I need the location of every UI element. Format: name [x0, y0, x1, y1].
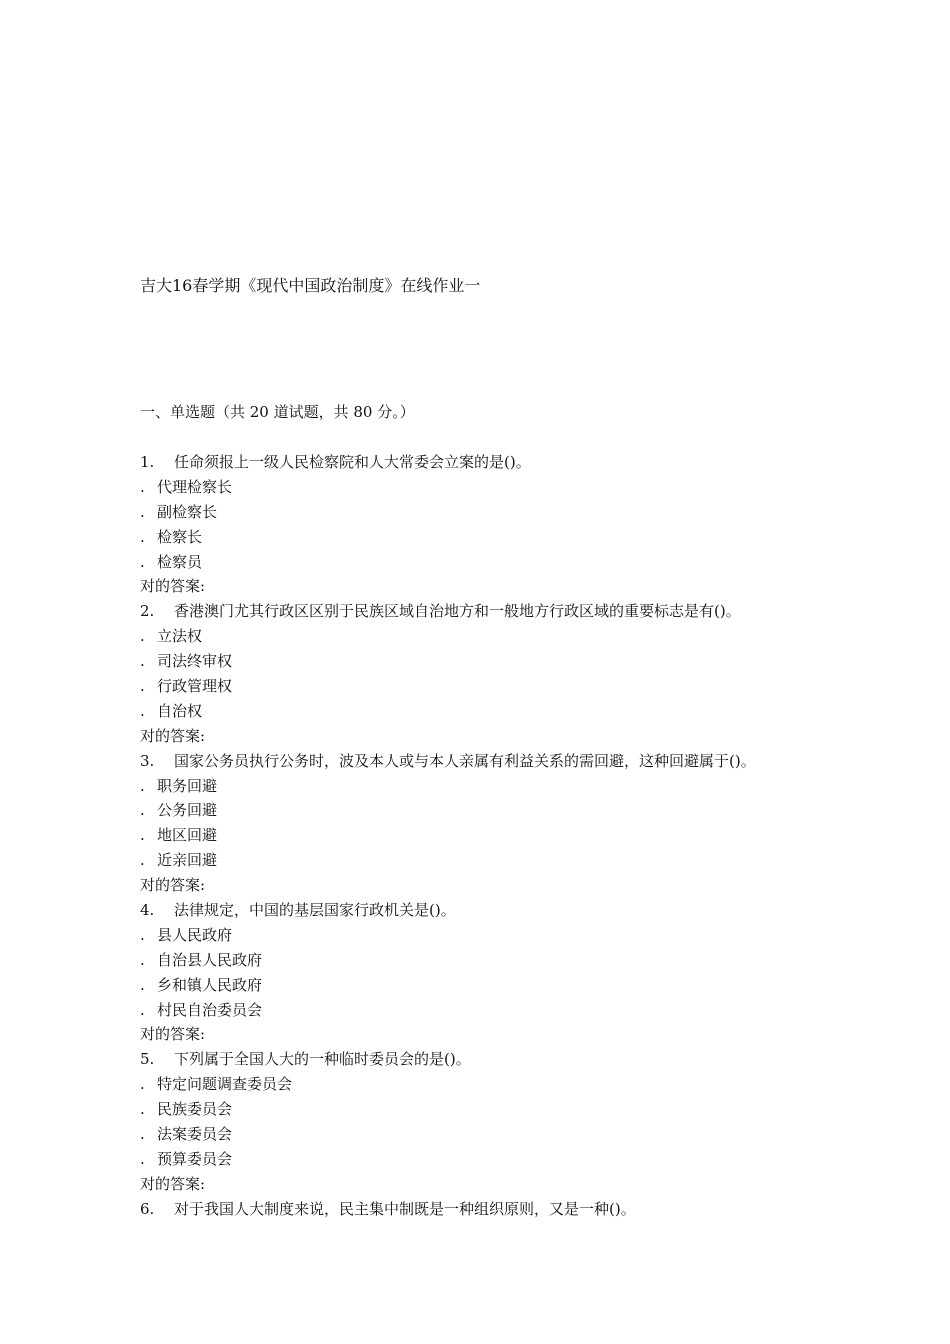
- option-text: 法案委员会: [157, 1125, 233, 1144]
- question-text: 对于我国人大制度来说，民主集中制既是一种组织原则，又是一种()。: [174, 1199, 636, 1218]
- option-bullet: .: [140, 925, 145, 944]
- answer-option: [140, 550, 920, 575]
- option-bullet: .: [140, 801, 145, 820]
- option-bullet: .: [140, 477, 145, 496]
- option-bullet: .: [140, 975, 145, 994]
- option-text: 特定问题调查委员会: [157, 1075, 293, 1094]
- correct-answer-label: 对的答案:: [140, 1025, 206, 1044]
- document-title: 吉大16春学期《现代中国政治制度》在线作业一: [140, 276, 481, 295]
- option-bullet: .: [140, 826, 145, 845]
- option-text: 预算委员会: [157, 1149, 233, 1168]
- option-bullet: .: [140, 552, 145, 571]
- answer-option: [140, 1147, 920, 1172]
- question-text: 法律规定，中国的基层国家行政机关是()。: [174, 901, 456, 920]
- option-text: 民族委员会: [157, 1100, 233, 1119]
- question-text: 香港澳门尤其行政区区别于民族区域自治地方和一般地方行政区域的重要标志是有()。: [174, 602, 741, 621]
- option-bullet: .: [140, 1125, 145, 1144]
- question-number: 1.: [140, 453, 155, 471]
- option-text: 近亲回避: [157, 851, 218, 870]
- section-heading: 一、单选题（共 20 道试题，共 80 分。）: [140, 403, 415, 421]
- option-text: 副检察长: [157, 502, 218, 521]
- correct-answer-label: 对的答案:: [140, 726, 206, 745]
- question-number: 3.: [140, 751, 155, 770]
- option-text: 乡和镇人民政府: [157, 975, 263, 994]
- question-stem: [140, 599, 920, 624]
- answer-option: [140, 649, 920, 674]
- answer-option: [140, 798, 920, 823]
- answer-option: [140, 525, 920, 550]
- question-text: 下列属于全国人大的一种临时委员会的是()。: [174, 1050, 471, 1069]
- question-number: 5.: [140, 1050, 155, 1069]
- option-text: 地区回避: [157, 826, 218, 845]
- answer-option: [140, 1122, 920, 1147]
- option-bullet: .: [140, 776, 145, 795]
- option-bullet: .: [140, 652, 145, 671]
- answer-option: [140, 973, 920, 998]
- option-bullet: .: [140, 677, 145, 696]
- option-text: 县人民政府: [157, 925, 233, 944]
- answer-option: [140, 674, 920, 699]
- question-number: 4.: [140, 901, 155, 920]
- correct-answer-label: 对的答案:: [140, 876, 206, 895]
- question-list: [140, 450, 920, 1222]
- option-text: 自治县人民政府: [157, 950, 263, 969]
- option-bullet: .: [140, 1149, 145, 1168]
- question-number: 2.: [140, 602, 155, 621]
- answer-option: [140, 475, 920, 500]
- answer-option: [140, 500, 920, 525]
- option-text: 立法权: [157, 627, 203, 646]
- question-stem: [140, 749, 920, 774]
- question-stem: [140, 1047, 920, 1072]
- option-text: 司法终审权: [157, 652, 233, 671]
- option-bullet: .: [140, 851, 145, 870]
- answer-option: [140, 848, 920, 873]
- option-bullet: .: [140, 1000, 145, 1019]
- option-text: 检察员: [157, 552, 203, 571]
- correct-answer-label: 对的答案:: [140, 577, 206, 596]
- option-bullet: .: [140, 1100, 145, 1119]
- answer-option: [140, 774, 920, 799]
- option-text: 职务回避: [157, 776, 218, 795]
- answer-option: [140, 1072, 920, 1097]
- option-bullet: .: [140, 701, 145, 720]
- question-text: 国家公务员执行公务时，波及本人或与本人亲属有利益关系的需回避，这种回避属于()。: [174, 751, 756, 770]
- question-stem: [140, 450, 920, 475]
- answer-option: [140, 699, 920, 724]
- option-text: 行政管理权: [157, 677, 233, 696]
- option-bullet: .: [140, 502, 145, 521]
- answer-option: [140, 823, 920, 848]
- question-number: 6.: [140, 1199, 155, 1218]
- question-stem: [140, 1197, 920, 1222]
- answer-option: [140, 923, 920, 948]
- option-text: 村民自治委员会: [157, 1000, 263, 1019]
- correct-answer-label: 对的答案:: [140, 1174, 206, 1193]
- answer-option: [140, 1097, 920, 1122]
- question-stem: [140, 898, 920, 923]
- option-text: 检察长: [157, 527, 203, 546]
- answer-option: [140, 948, 920, 973]
- option-bullet: .: [140, 527, 145, 546]
- option-text: 自治权: [157, 701, 203, 720]
- option-bullet: .: [140, 950, 145, 969]
- option-text: 代理检察长: [157, 477, 233, 496]
- option-bullet: .: [140, 1075, 145, 1094]
- answer-option: [140, 624, 920, 649]
- answer-option: [140, 998, 920, 1023]
- question-text: 任命须报上一级人民检察院和人大常委会立案的是()。: [174, 453, 531, 471]
- option-text: 公务回避: [157, 801, 218, 820]
- option-bullet: .: [140, 627, 145, 646]
